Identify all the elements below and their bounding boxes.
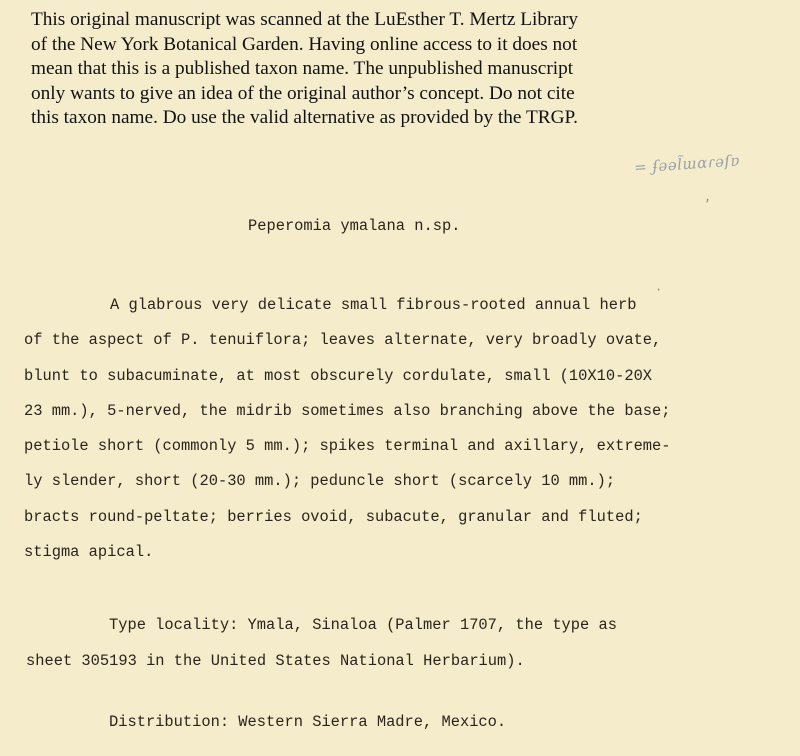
species-description bbox=[24, 288, 671, 570]
description-line: petiole short (commonly 5 mm.); spikes terminal and axillary, extreme- bbox=[24, 437, 671, 456]
description-line: ly slender, short (20-30 mm.); peduncle short (scarcely 10 mm.); bbox=[24, 472, 616, 491]
description-line: A glabrous very delicate small fibrous-rooted annual herb bbox=[110, 296, 637, 314]
description-line: stigma apical. bbox=[24, 543, 154, 562]
description-line: blunt to subacuminate, at most obscurely cordulate, small (10X10-20X bbox=[24, 366, 653, 385]
description-line: of the aspect of P. tenuiflora; leaves alternate, very broadly ovate, bbox=[24, 331, 662, 350]
species-title: Peperomia ymalana n.sp. bbox=[248, 217, 461, 235]
notice-line: mean that this is a published taxon name. The unpublished manuscript bbox=[31, 58, 574, 80]
notice-line: only wants to give an idea of the original author’s concept. Do not cite bbox=[31, 82, 575, 104]
description-line: bracts round-peltate; berries ovoid, subacute, granular and fluted; bbox=[24, 507, 643, 526]
speck-mark: , bbox=[704, 190, 712, 204]
library-notice bbox=[31, 8, 731, 131]
description-line: 23 mm.), 5-nerved, the midrib sometimes also branching above the base; bbox=[24, 401, 671, 420]
distribution: Distribution: Western Sierra Madre, Mexico. bbox=[109, 713, 507, 731]
type-locality bbox=[26, 607, 617, 679]
handwritten-annotation: = ʄǝǝl̃ɯɑɾǝſɐ bbox=[633, 151, 741, 177]
type-locality-line: Type locality: Ymala, Sinaloa (Palmer 1707, the type as bbox=[109, 616, 617, 634]
speck-mark: · bbox=[655, 283, 663, 297]
notice-line: This original manuscript was scanned at the LuEsther T. Mertz Library bbox=[31, 9, 579, 30]
notice-line: of the New York Botanical Garden. Having online access to it does not bbox=[31, 33, 578, 55]
type-locality-line: sheet 305193 in the United States National Herbarium). bbox=[26, 652, 525, 670]
notice-line: this taxon name. Do use the valid alternative as provided by the TRGP. bbox=[31, 107, 578, 129]
